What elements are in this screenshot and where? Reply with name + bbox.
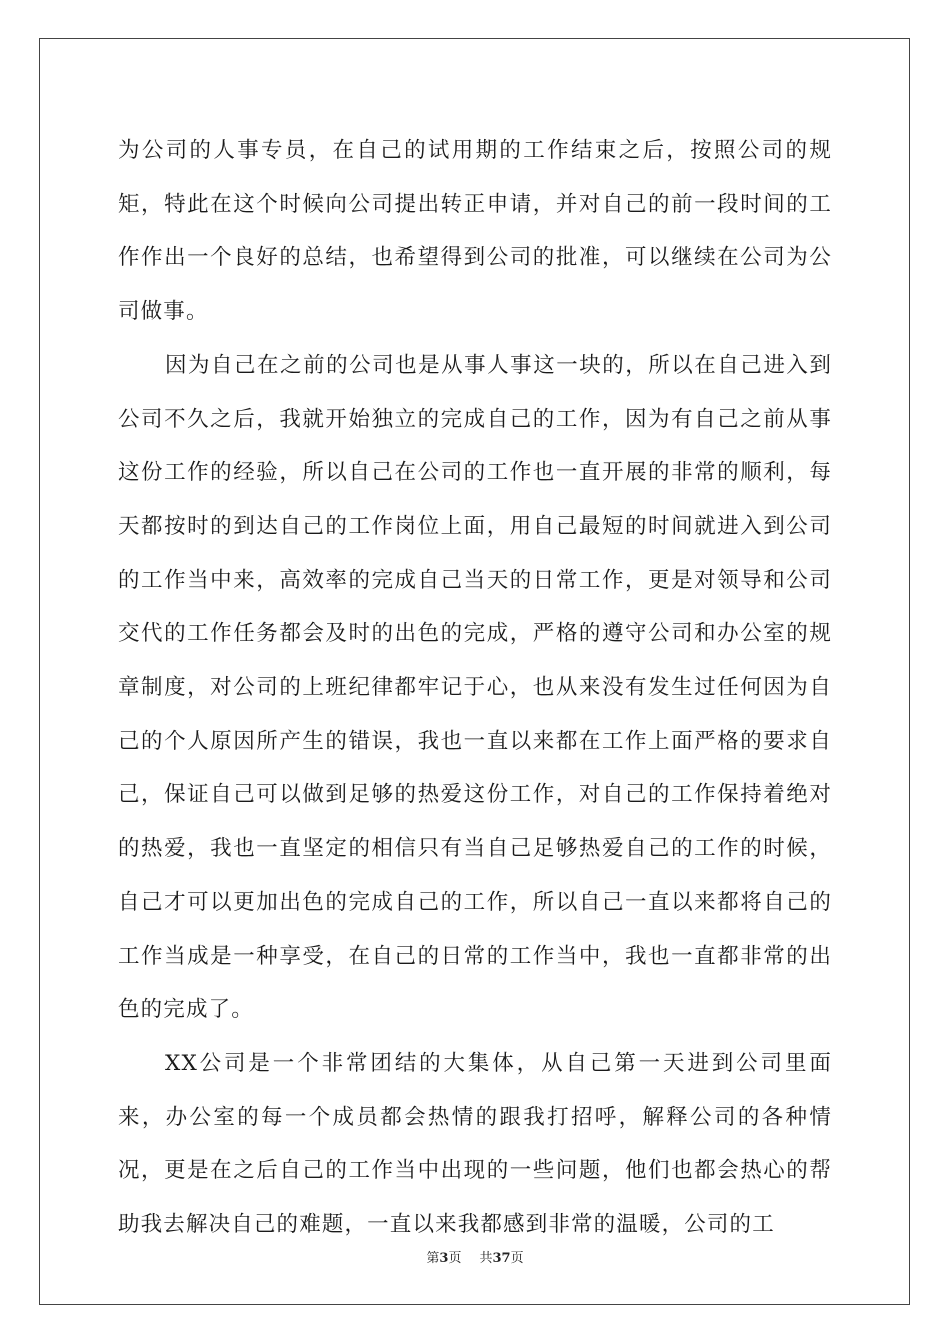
total-prefix: 共 <box>479 1251 493 1266</box>
current-page-number: 3 <box>439 1251 449 1266</box>
paragraph-3: XX公司是一个非常团结的大集体，从自己第一天进到公司里面来，办公室的每一个成员都会热情的跟我打招呼，解释公司的各种情况，更是在之后自己的工作当中出现的一些问题，他们也都会热心的帮助我去解决自己的难题，一直以来我都感到非常的温暖，公司的工 <box>118 1050 832 1238</box>
page-unit: 页 <box>448 1251 462 1266</box>
page-footer <box>0 1251 950 1267</box>
paragraph-1: 为公司的人事专员，在自己的试用期的工作结束之后，按照公司的规矩，特此在这个时候向公司提出转正申请，并对自己的前一段时间的工作作出一个良好的总结，也希望得到公司的批准，可以继续在公司为公司做事。 <box>118 138 832 325</box>
total-page-count: 37 <box>492 1251 511 1266</box>
page-prefix: 第 <box>426 1251 440 1266</box>
document-body <box>118 124 832 1252</box>
paragraph-2: 因为自己在之前的公司也是从事人事这一块的，所以在自己进入到公司不久之后，我就开始独立的完成自己的工作，因为有自己之前从事这份工作的经验，所以自己在公司的工作也一直开展的非常的顺利，每天都按时的到达自己的工作岗位上面，用自己最短的时间就进入到公司的工作当中来，高效率的完成自己当天的日常工作，更是对领导和公司交代的工作任务都会及时的出色的完成，严格的遵守公司和办公室的规章制度，对公司的上班纪律都牢记于心，也从来没有发生过任何因为自己的个人原因所产生的错误，我也一直以来都在工作上面严格的要求自己，保证自己可以做到足够的热爱这份工作，对自己的工作保持着绝对的热爱，我也一直坚定的相信只有当自己足够热爱自己的工作的时候，自己才可以更加出色的完成自己的工作，所以自己一直以来都将自己的工作当成是一种享受，在自己的日常的工作当中，我也一直都非常的出色的完成了。 <box>118 352 832 1023</box>
total-unit: 页 <box>510 1251 524 1266</box>
